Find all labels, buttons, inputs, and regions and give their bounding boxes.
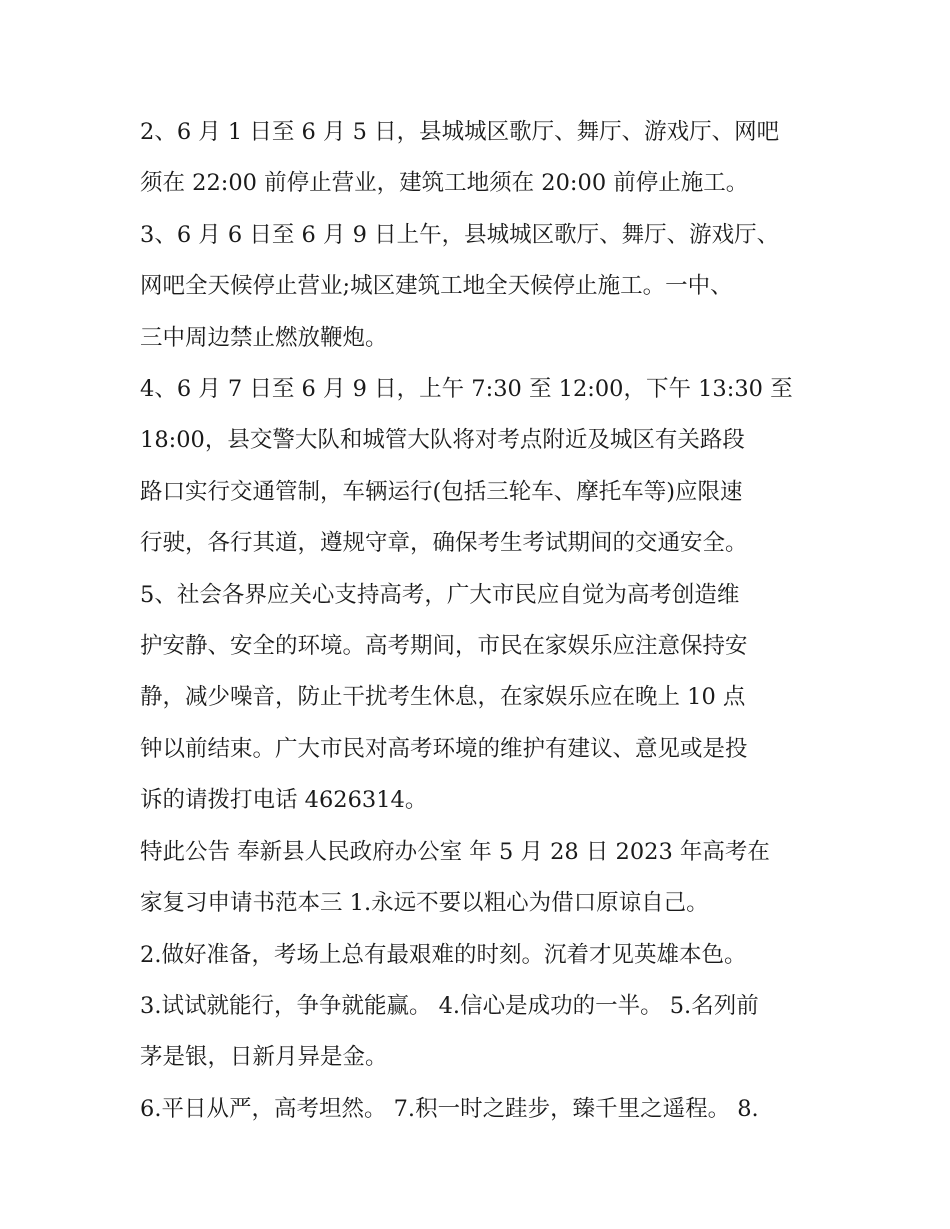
text-line: 家复习申请书范本三 1.永远不要以粗心为借口原谅自己。 [140,890,709,917]
text-line: 须在 22:00 前停止营业，建筑工地须在 20:00 前停止施工。 [140,170,749,197]
text-line: 静，减少噪音，防止干扰考生休息，在家娱乐应在晚上 10 点 [140,684,746,711]
text-line: 6.平日从严，高考坦然。 7.积一时之跬步，臻千里之遥程。 8. [140,1095,759,1122]
text-line: 18:00，县交警大队和城管大队将对考点附近及城区有关路段 [140,427,745,454]
text-line: 诉的请拨打电话 4626314。 [140,787,428,814]
text-line: 路口实行交通管制，车辆运行(包括三轮车、摩托车等)应限速 [140,478,743,505]
text-line: 网吧全天候停止营业;城区建筑工地全天候停止施工。一中、 [140,273,733,300]
text-line: 茅是银，日新月异是金。 [140,1044,388,1071]
text-line: 2、6 月 1 日至 6 月 5 日，县城城区歌厅、舞厅、游戏厅、网吧 [140,119,780,145]
text-line: 三中周边禁止燃放鞭炮。 [140,324,388,351]
text-line: 4、6 月 7 日至 6 月 9 日，上午 7:30 至 12:00，下午 13:30 至 [140,376,793,403]
document-body [140,107,820,1135]
text-line: 特此公告 奉新县人民政府办公室 年 5 月 28 日 2023 年高考在 [140,838,770,865]
text-line: 护安静、安全的环境。高考期间，市民在家娱乐应注意保持安 [140,633,748,660]
text-line: 行驶，各行其道，遵规守章，确保考生考试期间的交通安全。 [140,530,748,557]
text-line: 2.做好准备，考场上总有最艰难的时刻。沉着才见英雄本色。 [140,941,747,968]
text-line: 5、社会各界应关心支持高考，广大市民应自觉为高考创造维 [140,581,740,608]
text-line: 3、6 月 6 日至 6 月 9 日上午，县城城区歌厅、舞厅、游戏厅、 [140,221,780,248]
text-line: 钟以前结束。广大市民对高考环境的维护有建议、意见或是投 [140,735,748,762]
text-line: 3.试试就能行，争争就能赢。 4.信心是成功的一半。 5.名列前 [140,992,759,1019]
